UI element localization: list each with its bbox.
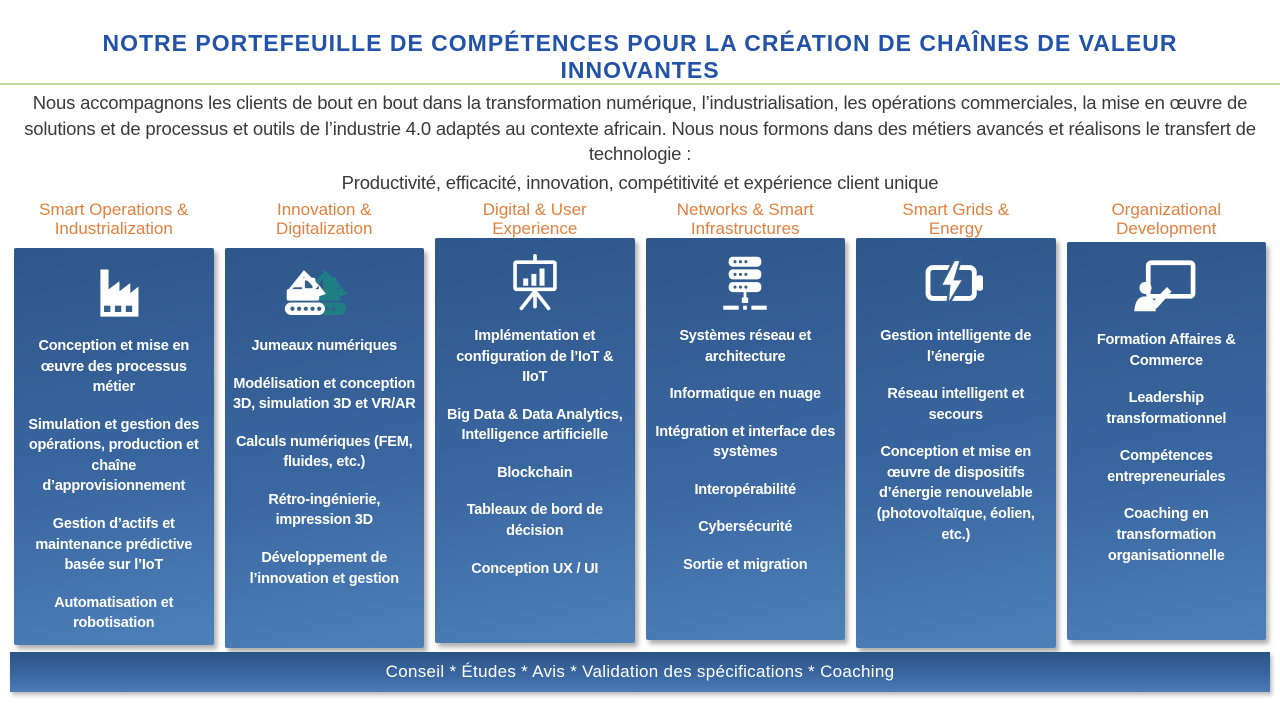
competence-item: Jumeaux numériques (251, 338, 397, 354)
presentation-chart-icon (442, 252, 628, 314)
page-title: NOTRE PORTEFEUILLE DE COMPÉTENCES POUR LA CRÉATION DE CHAÎNES DE VALEUR INNOVANTES (102, 30, 1178, 83)
trainer-board-icon (1074, 256, 1260, 318)
competence-columns (14, 200, 1266, 648)
competence-item: Blockchain (497, 464, 573, 481)
column-header: Smart Operations & Industrialization (39, 200, 189, 239)
column-header: Networks & Smart Infrastructures (676, 200, 814, 239)
competence-item: Conception UX / UI (471, 560, 599, 577)
services-banner: Conseil * Études * Avis * Validation des spécifications * Coaching (10, 652, 1270, 692)
competence-item: Sortie et migration (683, 557, 808, 574)
intro-highlight: Productivité, efficacité, innovation, compétitivité et expérience client unique (341, 171, 939, 193)
competence-item: Calculs numériques (FEM, fluides, etc.) (236, 433, 413, 471)
competence-item: Implémentation et configuration de l’IoT & IIoT (456, 328, 614, 386)
column-box (1067, 242, 1267, 640)
competence-item: Intégration et interface des systèmes (655, 423, 836, 461)
competence-item: Simulation et gestion des opérations, production et chaîne d’approvisionnement (28, 416, 200, 495)
competence-item: Gestion d’actifs et maintenance prédictive basée sur l’IoT (35, 516, 193, 574)
column-box (435, 238, 635, 643)
factory-icon (21, 262, 207, 324)
competence-item: Tableaux de bord de décision (466, 502, 603, 540)
column-box (225, 248, 425, 648)
intro-paragraph: Nous accompagnons les clients de bout en bout dans la transformation numérique, l’industrialisation, les opérations commerciales, la mise en œuvre de solutions et de processus et outils de l’industrie 4.0 adaptés au contexte africain. Nous nous formons dans des métiers avancés et réalisons le transfert de technologie : (24, 92, 1256, 165)
battery-charging-icon (863, 252, 1049, 314)
competence-item: Compétences entrepreneuriales (1107, 448, 1226, 485)
column-org-development (1067, 200, 1267, 648)
intro-text (8, 90, 1272, 195)
competence-item: Gestion intelligente de l’énergie (880, 328, 1032, 365)
competence-item: Informatique en nuage (669, 386, 821, 403)
competence-item: Conception et mise en œuvre de dispositifs d’énergie renouvelable (photovoltaïque, éolien, etc.) (876, 444, 1035, 543)
competence-item: Développement de l’innovation et gestion (249, 550, 399, 587)
column-box (646, 238, 846, 640)
server-network-icon (653, 252, 839, 314)
excavator-icon (232, 262, 418, 324)
column-header: Innovation & Digitalization (276, 200, 373, 239)
column-header: Smart Grids & Energy (902, 200, 1010, 239)
competence-item: Formation Affaires & Commerce (1096, 332, 1236, 369)
competence-item: Réseau intelligent et secours (887, 386, 1025, 423)
competence-item: Cybersécurité (698, 519, 793, 536)
column-smart-grids (856, 200, 1056, 648)
competence-item: Modélisation et conception 3D, simulation 3D et VR/AR (232, 375, 416, 413)
column-box (856, 238, 1056, 648)
competence-item: Big Data & Data Analytics, Intelligence artificielle (446, 406, 623, 444)
column-header: Digital & User Experience (482, 200, 587, 239)
competence-item: Automatisation et robotisation (54, 594, 174, 632)
column-innovation (225, 200, 425, 648)
column-digital-ux (435, 200, 635, 648)
column-networks (646, 200, 846, 648)
competence-item: Rétro-ingénierie, impression 3D (268, 491, 381, 529)
competence-item: Leadership transformationnel (1106, 390, 1227, 427)
competence-item: Interopérabilité (694, 481, 797, 498)
title-divider (0, 83, 1280, 85)
column-smart-operations (14, 200, 214, 648)
column-header: Organizational Development (1111, 200, 1222, 239)
competence-item: Conception et mise en œuvre des processus métier (38, 338, 189, 396)
competence-item: Coaching en transformation organisationnelle (1107, 506, 1225, 564)
competence-item: Systèmes réseau et architecture (679, 328, 812, 365)
column-box (14, 248, 214, 645)
